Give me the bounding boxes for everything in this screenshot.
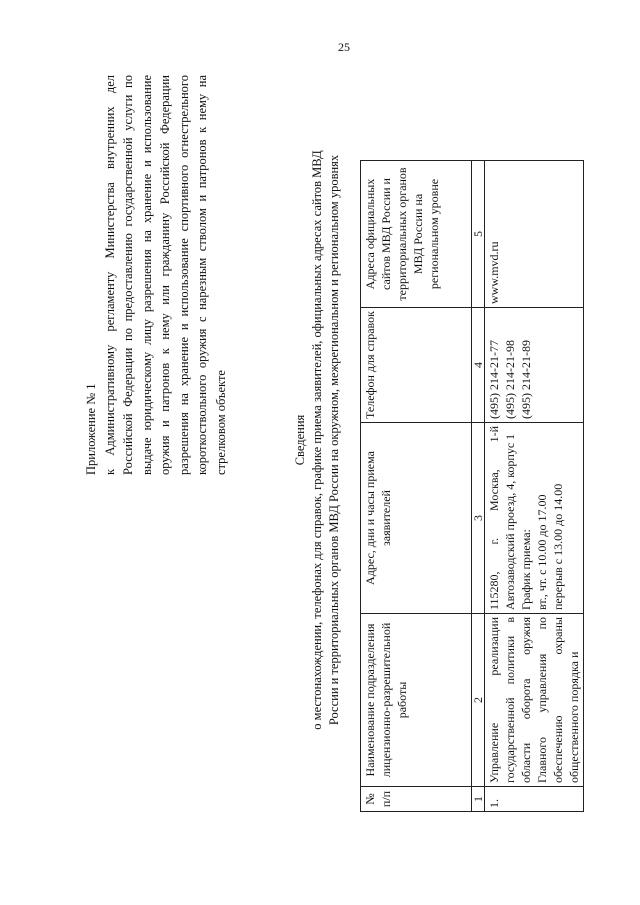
header-num: № п/п (361, 787, 472, 812)
column-number: 2 (472, 614, 485, 787)
row-schedule-label: График приема: (519, 529, 533, 610)
heading-title: Сведения (293, 414, 307, 466)
column-number: 5 (472, 161, 485, 308)
row-department: Управление реализации государственной политики в области оборота оружия Главного управления по обеспечению охраны общественного порядка и (485, 614, 584, 787)
table-row (485, 161, 584, 812)
appendix-text: к Административному регламенту Министерства внутренних дел Российской Федерации по предоставлению государственной услуги по выдаче юридическому лицу разрешения на хранение и использование оружия и патронов к нему или гражданину Российской Федерации разрешения на хранение и использование спортивного огнестрельного короткоствольного оружия с нарезным стволом и патронов к нему на стрелковом объекте (102, 75, 228, 475)
row-website: www.mvd.ru (485, 161, 584, 308)
column-number: 3 (472, 423, 485, 614)
row-address: 115280, г. Москва, 1-й Автозаводский проезд, 4, корпус 1 (487, 426, 517, 610)
header-department: Наименование подразделения лицензионно-разрешительной работы (361, 614, 472, 787)
row-phone: (495) 214-21-77 (487, 340, 501, 419)
table-header-row (361, 161, 472, 812)
header-website: Адреса официальных сайтов МВД России и территориальных органов МВД России на региональном уровне (361, 161, 472, 308)
column-number: 1 (472, 787, 485, 812)
heading-line-2: России и территориальных органов МВД России на окружном, межрегиональном и региональном уровнях (327, 154, 341, 726)
row-phone: (495) 214-21-89 (519, 340, 533, 419)
row-num: 1. (485, 787, 584, 812)
header-phone: Телефон для справок (361, 308, 472, 423)
row-phones-cell (485, 308, 584, 423)
row-schedule-days: вт., чт. с 10.00 до 17.00 (535, 494, 549, 610)
header-address: Адрес, дни и часы приема заявителей (361, 423, 472, 614)
appendix-title: Приложение № 1 (84, 383, 98, 475)
column-number-row (472, 161, 485, 812)
rotated-page-content (70, 60, 581, 820)
heading-line-1: о местонахождении, телефонах для справок, графике приема заявителей, официальных адресах сайтов МВД (310, 150, 324, 730)
departments-table (360, 160, 584, 812)
row-address-cell (485, 423, 584, 614)
row-schedule-break: перерыв с 13.00 до 14.00 (551, 483, 565, 610)
page-number: 25 (338, 40, 350, 54)
document-heading (292, 60, 343, 820)
row-phone: (495) 214-21-98 (503, 340, 517, 419)
appendix-block (82, 75, 230, 475)
column-number: 4 (472, 308, 485, 423)
